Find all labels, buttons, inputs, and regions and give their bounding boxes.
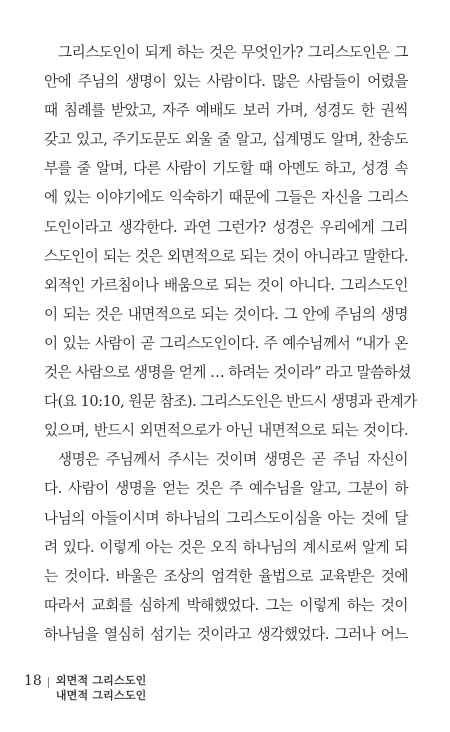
page-footer	[24, 673, 146, 703]
text-line: 이 되는 것은 내면적으로 되는 것이다. 그 안에 주님의 생명	[44, 305, 408, 323]
text-line: 안에 주님의 생명이 있는 사람이다. 많은 사람들이 어렸을	[44, 73, 408, 91]
text-line: 에 있는 이야기에도 익숙하기 때문에 그들은 자신을 그리스	[44, 189, 408, 207]
page-body-text	[44, 38, 417, 649]
text-line: 하나님을 열심히 섬기는 것이라고 생각했었다. 그러나 어느	[44, 625, 408, 643]
text-line: 때 침례를 받았고, 자주 예배도 보러 가며, 성경도 한 권씩	[44, 102, 408, 120]
text-line: 있으며, 반드시 외면적으로가 아닌 내면적으로 되는 것이다.	[44, 422, 408, 440]
running-head	[56, 673, 147, 703]
text-line: 려 있다. 이렇게 아는 것은 오직 하나님의 계시로써 알게 되	[44, 538, 408, 556]
text-line: 나님의 아들이시며 하나님의 그리스도이심을 아는 것에 달	[44, 509, 408, 527]
text-line: 도인이라고 생각한다. 과연 그런가? 성경은 우리에게 그리	[44, 218, 408, 236]
text-line: 부를 줄 알며, 다른 사람이 기도할 때 아멘도 하고, 성경 속	[44, 160, 408, 178]
footer-divider	[48, 677, 49, 688]
text-line: 것은 사람으로 생명을 얻게 … 하려는 것이라” 라고 말씀하셨	[44, 364, 411, 382]
text-line: 다(요 10:10, 원문 참조). 그리스도인은 반드시 생명과 관계가	[44, 393, 417, 411]
text-line: 다. 사람이 생명을 얻는 것은 주 예수님을 알고, 그분이 하	[44, 480, 408, 498]
text-line: 그리스도인이 되게 하는 것은 무엇인가? 그리스도인은 그	[58, 44, 408, 61]
page-number: 18	[24, 673, 42, 689]
text-line: 스도인이 되는 것은 외면적으로 되는 것이 아니라고 말한다.	[44, 247, 408, 265]
running-head-line1: 외면적 그리스도인	[55, 674, 147, 687]
text-line: 따라서 교회를 심하게 박해했었다. 그는 이렇게 하는 것이	[44, 596, 408, 614]
text-line: 외적인 가르침이나 배움으로 되는 것이 아니다. 그리스도인	[44, 276, 408, 294]
text-line: 생명은 주님께서 주시는 것이며 생명은 곧 주님 자신이	[58, 451, 408, 469]
text-line: 는 것이다. 바울은 조상의 엄격한 율법으로 교육받은 것에	[44, 567, 408, 585]
text-line: 갖고 있고, 주기도문도 외울 줄 알고, 십계명도 알며, 찬송도	[44, 131, 408, 149]
running-head-line2: 내면적 그리스도인	[55, 689, 147, 702]
text-line: 이 있는 사람이 곧 그리스도인이다. 주 예수님께서 “내가 온	[44, 334, 408, 352]
